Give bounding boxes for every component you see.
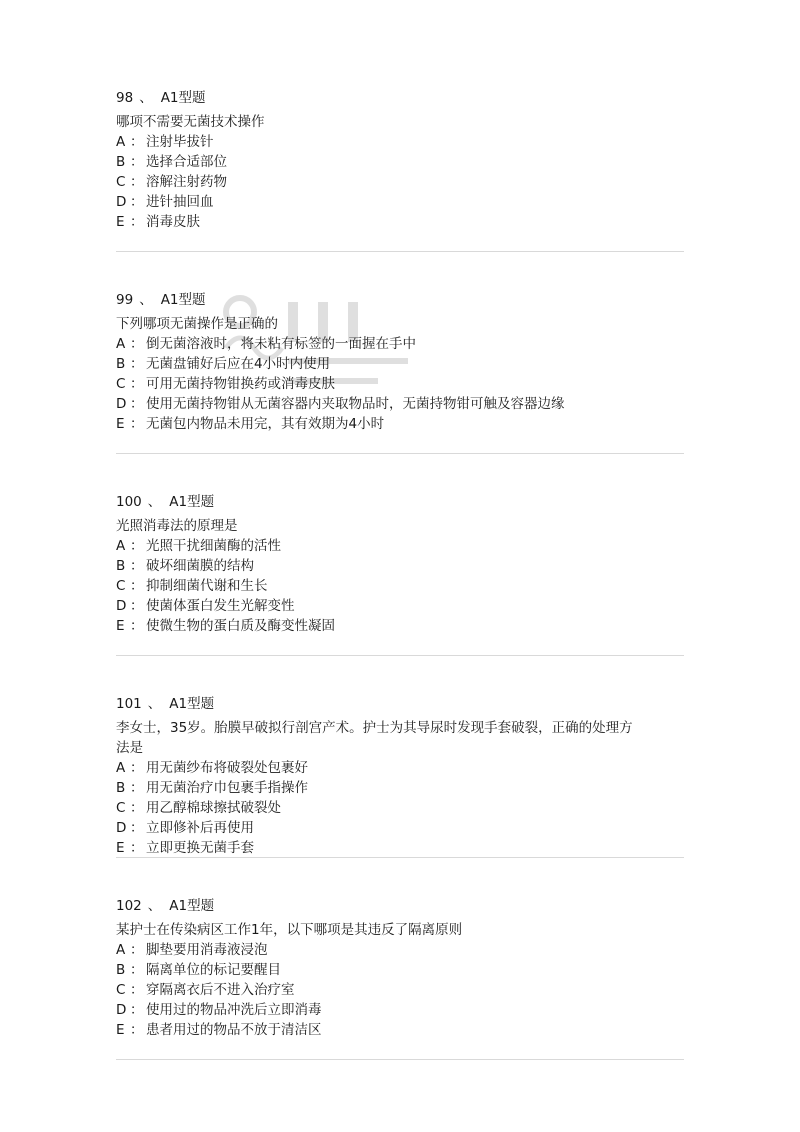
answer-option-c — [116, 576, 684, 596]
option-text: 抑制细菌代谢和生长 — [146, 578, 268, 594]
option-letter: E — [116, 618, 125, 634]
option-separator: ： — [130, 558, 144, 574]
option-separator: ： — [130, 396, 144, 412]
question-stem: 光照消毒法的原理是 — [116, 518, 238, 534]
question-type: A1型题 — [169, 494, 215, 510]
answer-option-b — [116, 960, 684, 980]
answer-option-d — [116, 192, 684, 212]
option-letter: B — [116, 780, 126, 796]
question-number-separator: 、 — [147, 494, 162, 510]
answer-option-e — [116, 616, 684, 636]
option-text: 可用无菌持物钳换药或消毒皮肤 — [146, 376, 335, 392]
answer-option-c — [116, 798, 684, 818]
question-type: A1型题 — [160, 292, 206, 308]
option-separator: ： — [130, 214, 144, 230]
option-letter: E — [116, 1022, 125, 1038]
option-separator: ： — [130, 618, 144, 634]
option-text: 无菌包内物品未用完，其有效期为4小时 — [146, 416, 385, 432]
option-letter: C — [116, 800, 126, 816]
option-letter: E — [116, 214, 125, 230]
answer-option-e — [116, 838, 684, 858]
answer-option-a — [116, 536, 684, 556]
option-letter: D — [116, 396, 127, 412]
option-letter: A — [116, 336, 126, 352]
option-text: 穿隔离衣后不进入治疗室 — [146, 982, 295, 998]
option-text: 患者用过的物品不放于清洁区 — [146, 1022, 322, 1038]
question-list — [116, 86, 684, 1096]
question-body — [116, 516, 684, 636]
option-text: 使用过的物品冲洗后立即消毒 — [146, 1002, 322, 1018]
question-type: A1型题 — [160, 90, 206, 106]
option-letter: D — [116, 598, 127, 614]
answer-option-a — [116, 940, 684, 960]
option-separator: ： — [130, 174, 144, 190]
option-separator: ： — [130, 760, 144, 776]
question-99 — [116, 290, 684, 490]
question-divider — [116, 1059, 684, 1060]
option-letter: D — [116, 194, 127, 210]
option-letter: C — [116, 174, 126, 190]
option-letter: E — [116, 840, 125, 856]
option-text: 注射毕拔针 — [146, 134, 214, 150]
option-text: 溶解注射药物 — [146, 174, 227, 190]
question-number-separator: 、 — [147, 898, 162, 914]
option-letter: C — [116, 982, 126, 998]
question-number: 101 — [116, 696, 142, 712]
option-letter: B — [116, 558, 126, 574]
option-separator: ： — [130, 134, 144, 150]
option-separator: ： — [130, 780, 144, 796]
answer-option-a — [116, 334, 684, 354]
option-separator: ： — [130, 820, 144, 836]
option-letter: A — [116, 538, 126, 554]
answer-option-c — [116, 172, 684, 192]
option-letter: E — [116, 416, 125, 432]
option-separator: ： — [130, 376, 144, 392]
option-separator: ： — [130, 416, 144, 432]
answer-option-e — [116, 414, 684, 434]
answer-option-b — [116, 152, 684, 172]
question-body — [116, 718, 684, 858]
option-text: 选择合适部位 — [146, 154, 227, 170]
question-number: 100 — [116, 494, 142, 510]
question-100 — [116, 492, 684, 692]
question-stem: 哪项不需要无菌技术操作 — [116, 114, 265, 130]
option-text: 使微生物的蛋白质及酶变性凝固 — [146, 618, 335, 634]
question-type: A1型题 — [169, 696, 215, 712]
answer-option-e — [116, 212, 684, 232]
question-divider — [116, 857, 684, 858]
question-body — [116, 920, 684, 1040]
option-letter: C — [116, 376, 126, 392]
option-letter: B — [116, 154, 126, 170]
option-text: 隔离单位的标记要醒目 — [146, 962, 281, 978]
question-stem-line: 法是 — [116, 740, 143, 756]
question-number: 102 — [116, 898, 142, 914]
answer-option-b — [116, 354, 684, 374]
option-text: 立即更换无菌手套 — [146, 840, 254, 856]
question-98 — [116, 88, 684, 288]
option-text: 无菌盘铺好后应在4小时内使用 — [146, 356, 331, 372]
question-stem: 下列哪项无菌操作是正确的 — [116, 316, 278, 332]
option-separator: ： — [130, 800, 144, 816]
option-separator: ： — [130, 154, 144, 170]
option-separator: ： — [130, 356, 144, 372]
option-separator: ： — [130, 578, 144, 594]
question-type: A1型题 — [169, 898, 215, 914]
option-text: 用无菌纱布将破裂处包裹好 — [146, 760, 308, 776]
question-header — [116, 492, 684, 512]
question-number-separator: 、 — [147, 696, 162, 712]
option-separator: ： — [130, 194, 144, 210]
option-letter: C — [116, 578, 126, 594]
answer-option-c — [116, 980, 684, 1000]
option-separator: ： — [130, 840, 144, 856]
question-101 — [116, 694, 684, 894]
question-number-separator: 、 — [139, 292, 153, 308]
option-text: 用乙醇棉球擦拭破裂处 — [146, 800, 281, 816]
answer-option-b — [116, 778, 684, 798]
answer-option-a — [116, 758, 684, 778]
option-letter: D — [116, 1002, 127, 1018]
question-number: 99 — [116, 292, 134, 308]
option-separator: ： — [130, 538, 144, 554]
option-text: 脚垫要用消毒液浸泡 — [146, 942, 268, 958]
answer-option-b — [116, 556, 684, 576]
question-stem-line: 李女士，35岁。胎膜早破拟行剖宫产术。护士为其导尿时发现手套破裂，正确的处理方 — [116, 720, 633, 736]
question-header — [116, 896, 684, 916]
option-text: 光照干扰细菌酶的活性 — [146, 538, 281, 554]
question-header — [116, 88, 684, 108]
answer-option-a — [116, 132, 684, 152]
option-text: 倒无菌溶液时，将未粘有标签的一面握在手中 — [146, 336, 416, 352]
option-text: 消毒皮肤 — [146, 214, 200, 230]
answer-option-e — [116, 1020, 684, 1040]
option-letter: D — [116, 820, 127, 836]
answer-option-c — [116, 374, 684, 394]
option-separator: ： — [130, 1022, 144, 1038]
option-text: 用无菌治疗巾包裹手指操作 — [146, 780, 308, 796]
option-text: 进针抽回血 — [146, 194, 214, 210]
option-letter: A — [116, 942, 126, 958]
option-letter: B — [116, 356, 126, 372]
question-divider — [116, 655, 684, 656]
question-header — [116, 290, 684, 310]
option-separator: ： — [130, 942, 144, 958]
option-separator: ： — [130, 1002, 144, 1018]
question-stem: 某护士在传染病区工作1年，以下哪项是其违反了隔离原则 — [116, 922, 463, 938]
answer-option-d — [116, 1000, 684, 1020]
option-letter: B — [116, 962, 126, 978]
answer-option-d — [116, 394, 684, 414]
option-separator: ： — [130, 598, 144, 614]
question-body — [116, 112, 684, 232]
option-letter: A — [116, 134, 126, 150]
answer-option-d — [116, 818, 684, 838]
option-text: 破坏细菌膜的结构 — [146, 558, 254, 574]
option-text: 使用无菌持物钳从无菌容器内夹取物品时，无菌持物钳可触及容器边缘 — [146, 396, 565, 412]
option-letter: A — [116, 760, 126, 776]
question-divider — [116, 251, 684, 252]
question-number: 98 — [116, 90, 134, 106]
option-separator: ： — [130, 336, 144, 352]
question-header — [116, 694, 684, 714]
option-separator: ： — [130, 982, 144, 998]
option-separator: ： — [130, 962, 144, 978]
option-text: 使菌体蛋白发生光解变性 — [146, 598, 295, 614]
question-body — [116, 314, 684, 434]
answer-option-d — [116, 596, 684, 616]
question-number-separator: 、 — [139, 90, 153, 106]
question-divider — [116, 453, 684, 454]
question-102 — [116, 896, 684, 1096]
option-text: 立即修补后再使用 — [146, 820, 254, 836]
